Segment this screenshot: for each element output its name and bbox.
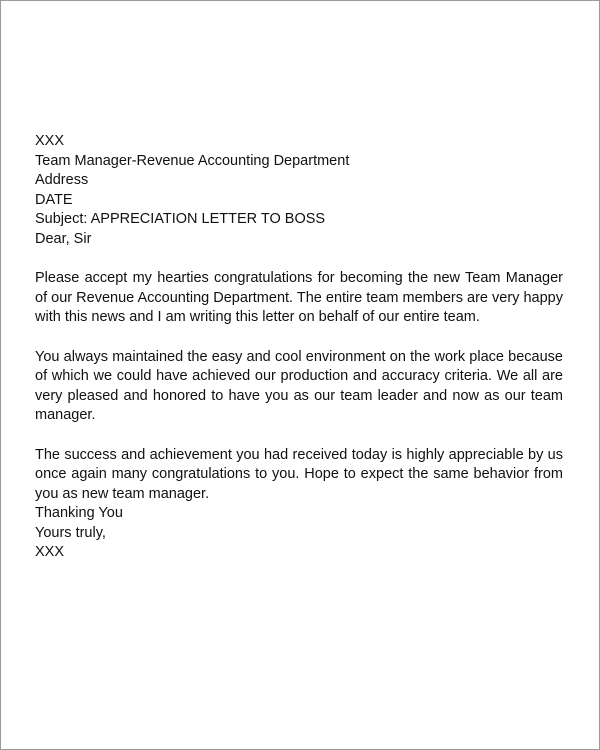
sender-name: XXX [35,133,65,149]
closing-line: Yours truly, [35,524,106,541]
letter-header [35,132,563,249]
subject-line: Subject: APPRECIATION LETTER TO BOSS [35,211,326,227]
paragraph-1: Please accept my hearties congratulations for becoming the new Team Manager of our Revenue Accounting Department. The entire team members are very happy with this news and I am writing this letter on behalf of our entire team. [35,270,563,325]
signature-name: XXX [35,544,65,560]
address-line: Address [35,172,89,188]
date-line: DATE [35,191,73,208]
recipient-title: Team Manager-Revenue Accounting Department [35,152,350,169]
salutation: Dear, Sir [35,230,92,247]
letter-body [35,132,563,563]
paragraph-2: You always maintained the easy and cool environment on the work place because of which we could have achieved our production and accuracy criteria. We all are very pleased and honored to have you as our team leader and now as our team manager. [35,348,563,423]
paragraph-3: The success and achievement you had received today is highly appreciable by us once again many congratulations to you. Hope to expect the same behavior from you as new team manager. [35,446,563,502]
thanks-line: Thanking You [35,505,123,521]
